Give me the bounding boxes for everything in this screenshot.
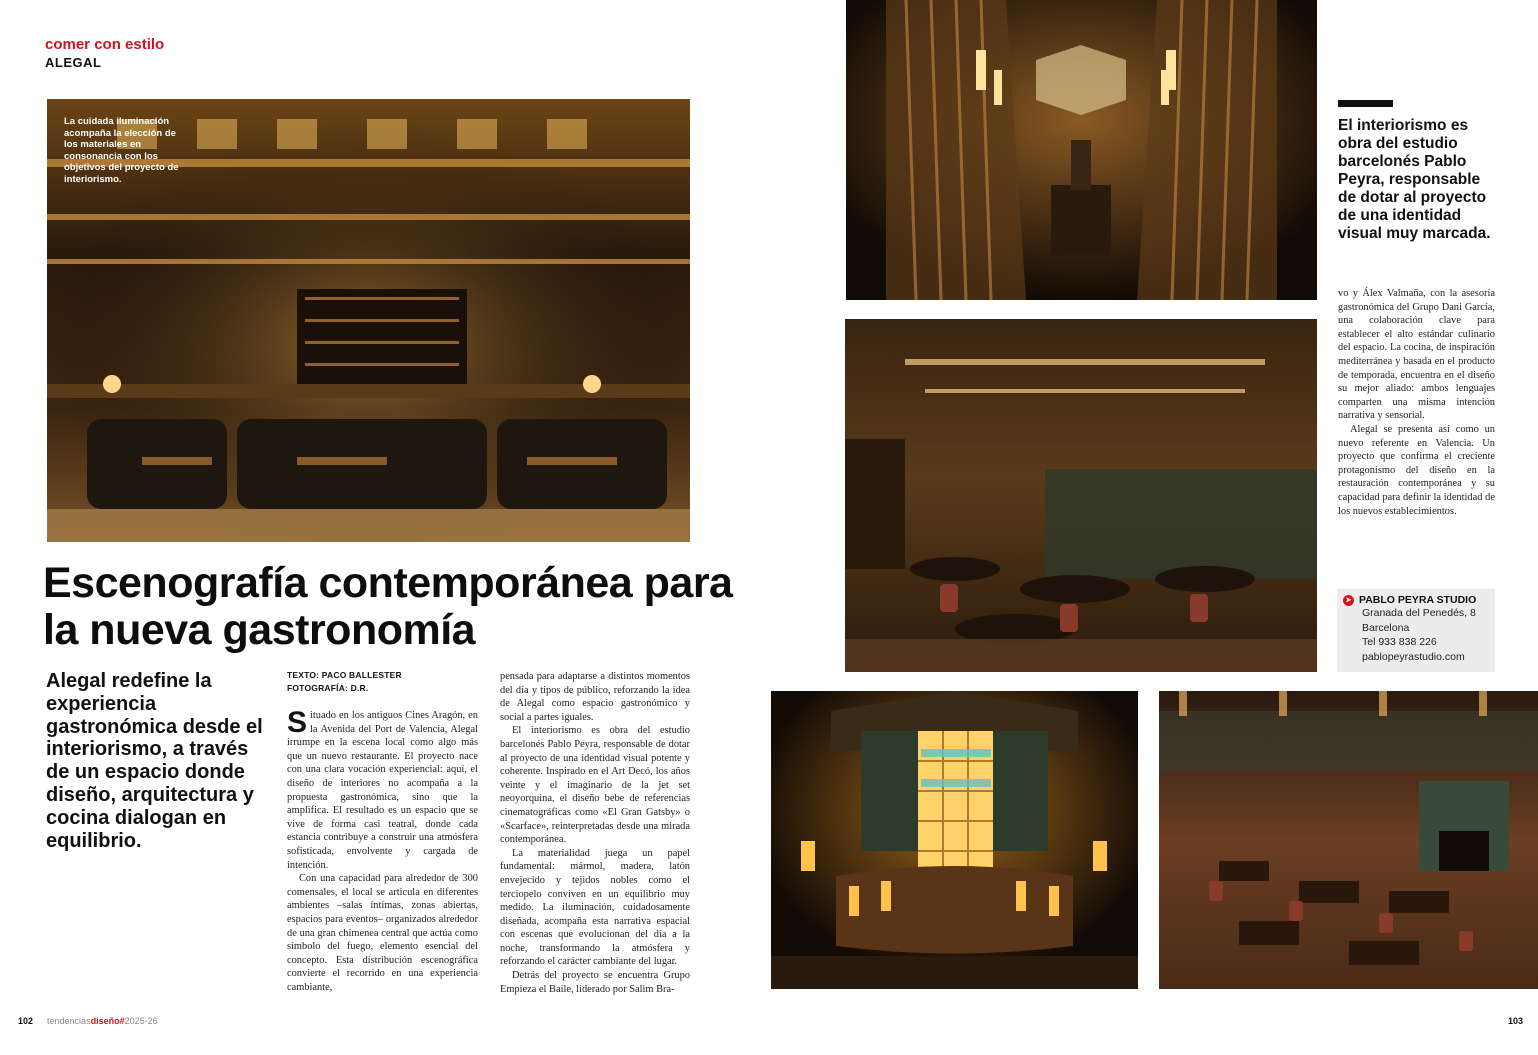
credit-photo: FOTOGRAFÍA: D.R. [287,683,369,693]
credit-text: TEXTO: PACO BALLESTER [287,670,402,680]
studio-address: Granada del Penedés, 8 [1362,607,1476,619]
studio-website[interactable]: pablopeyrastudio.com [1362,650,1465,663]
paragraph: Alegal se presenta así como un nuevo referente en Valencia. Un proyecto que confirma el creciente protagonismo del diseño en la restauración contemporánea y su capacidad para definir la identidad de los nuevos establecimientos. [1338,423,1495,517]
page-number-left: 102 [18,1016,34,1026]
location-pin-icon: ➤ [1343,595,1354,606]
drop-cap: S [287,706,308,739]
photo-caption: La cuidada iluminación acompaña la elección de los materiales en consonancia con los objetivos del proyecto de interiorismo. [64,116,179,185]
paragraph: La materialidad juega un papel fundamental: mármol, madera, latón envejecido y tejidos nobles como el terciopelo conviven en un equilibrio muy medido. La iluminación, cuidadosamente diseñada, acompaña esta narrativa espacial con escenas que evolucionan del día a la noche, transformando la atmósfera y reforzando el carácter cambiante del lugar. [500,847,690,968]
body-column-1 [287,706,478,994]
body-column-3 [1338,287,1495,518]
folio-left [18,1016,158,1026]
photo-dining-fireplace [1159,691,1538,989]
paragraph: Detrás del proyecto se encuentra Grupo Empieza el Baile, liderado por Salim Bra- [500,970,690,995]
paragraph: Con una capacidad para alrededor de 300 comensales, el local se articula en diferentes ambientes –salas íntimas, zonas abiertas, espacios para eventos– organizados alrededor de una gran chimenea central que actúa como símbolo del fuego, elemento esencial del concepto. Esta distribución escenográfica convierte el recorrido en una experiencia cambiante, [287,873,478,993]
paragraph: pensada para adaptarse a distintos momentos del día y tipos de público, reforzando la idea de Alegal como espacio gastronómico y social a partes iguales. [500,671,690,723]
paragraph: Situado en los antiguos Cines Aragón, en la Avenida del Port de Valencia, Alegal irrumpe en la escena local como algo más que un nuevo restaurante. El proyecto nace con una clara vocación experiencial: aquí, el diseño de interiores no acompaña a la propuesta gastronómica, sino que la amplifica. El resultado es un espacio que se vive de forma casi teatral, donde cada estancia contribuye a construir una atmósfera sofisticada, envolvente y cargada de intención. [287,706,478,871]
contact-box [1337,589,1495,672]
section-subject: ALEGAL [45,55,102,70]
photo-bar-counter [771,691,1138,989]
headline: Escenografía contemporánea para la nueva gastronomía [43,559,733,654]
page-number-right: 103 [1508,1016,1524,1026]
studio-phone: Tel 933 838 226 [1362,636,1437,648]
photo-restaurant-floor [845,319,1317,672]
credits [287,669,402,695]
paragraph: vo y Álex Valmaña, con la asesoría gastronómica del Grupo Dani García, una colaboración clave para establecer el alto estándar culinario del espacio. La cocina, de inspiración mediterránea y basada en el producto de temporada, encuentra en el diseño su mejor aliado: ambos lenguajes comparten una misma intención narrativa y sensorial. [1338,288,1495,422]
studio-name: PABLO PEYRA STUDIO [1359,594,1477,606]
pullquote: El interiorismo es obra del estudio barcelonés Pablo Peyra, responsable de dotar al proyecto de una identidad visual muy marcada. [1338,117,1491,242]
pullquote-rule [1338,100,1393,107]
magazine-name: tendenciasdiseño#2025-26 [47,1016,158,1026]
photo-chimney-hall [846,0,1317,300]
section-label: comer con estilo [45,36,165,53]
intro-deck: Alegal redefine la experiencia gastronómica desde el interiorismo, a través de un espacio donde diseño, arquitectura y cocina dialogan en equilibrio. [46,670,263,852]
paragraph: El interiorismo es obra del estudio barcelonés Pablo Peyra, responsable de dotar al proyecto de una identidad visual potente y coherente. Inspirado en el Art Decó, los años veinte y el imaginario de la jet set neoyorquina, el diseño bebe de referencias cinematográficas como «El Gran Gatsby» o «Scarface», reinterpretadas desde una mirada contemporánea. [500,725,690,846]
body-column-2 [500,670,690,996]
studio-city: Barcelona [1362,621,1410,634]
